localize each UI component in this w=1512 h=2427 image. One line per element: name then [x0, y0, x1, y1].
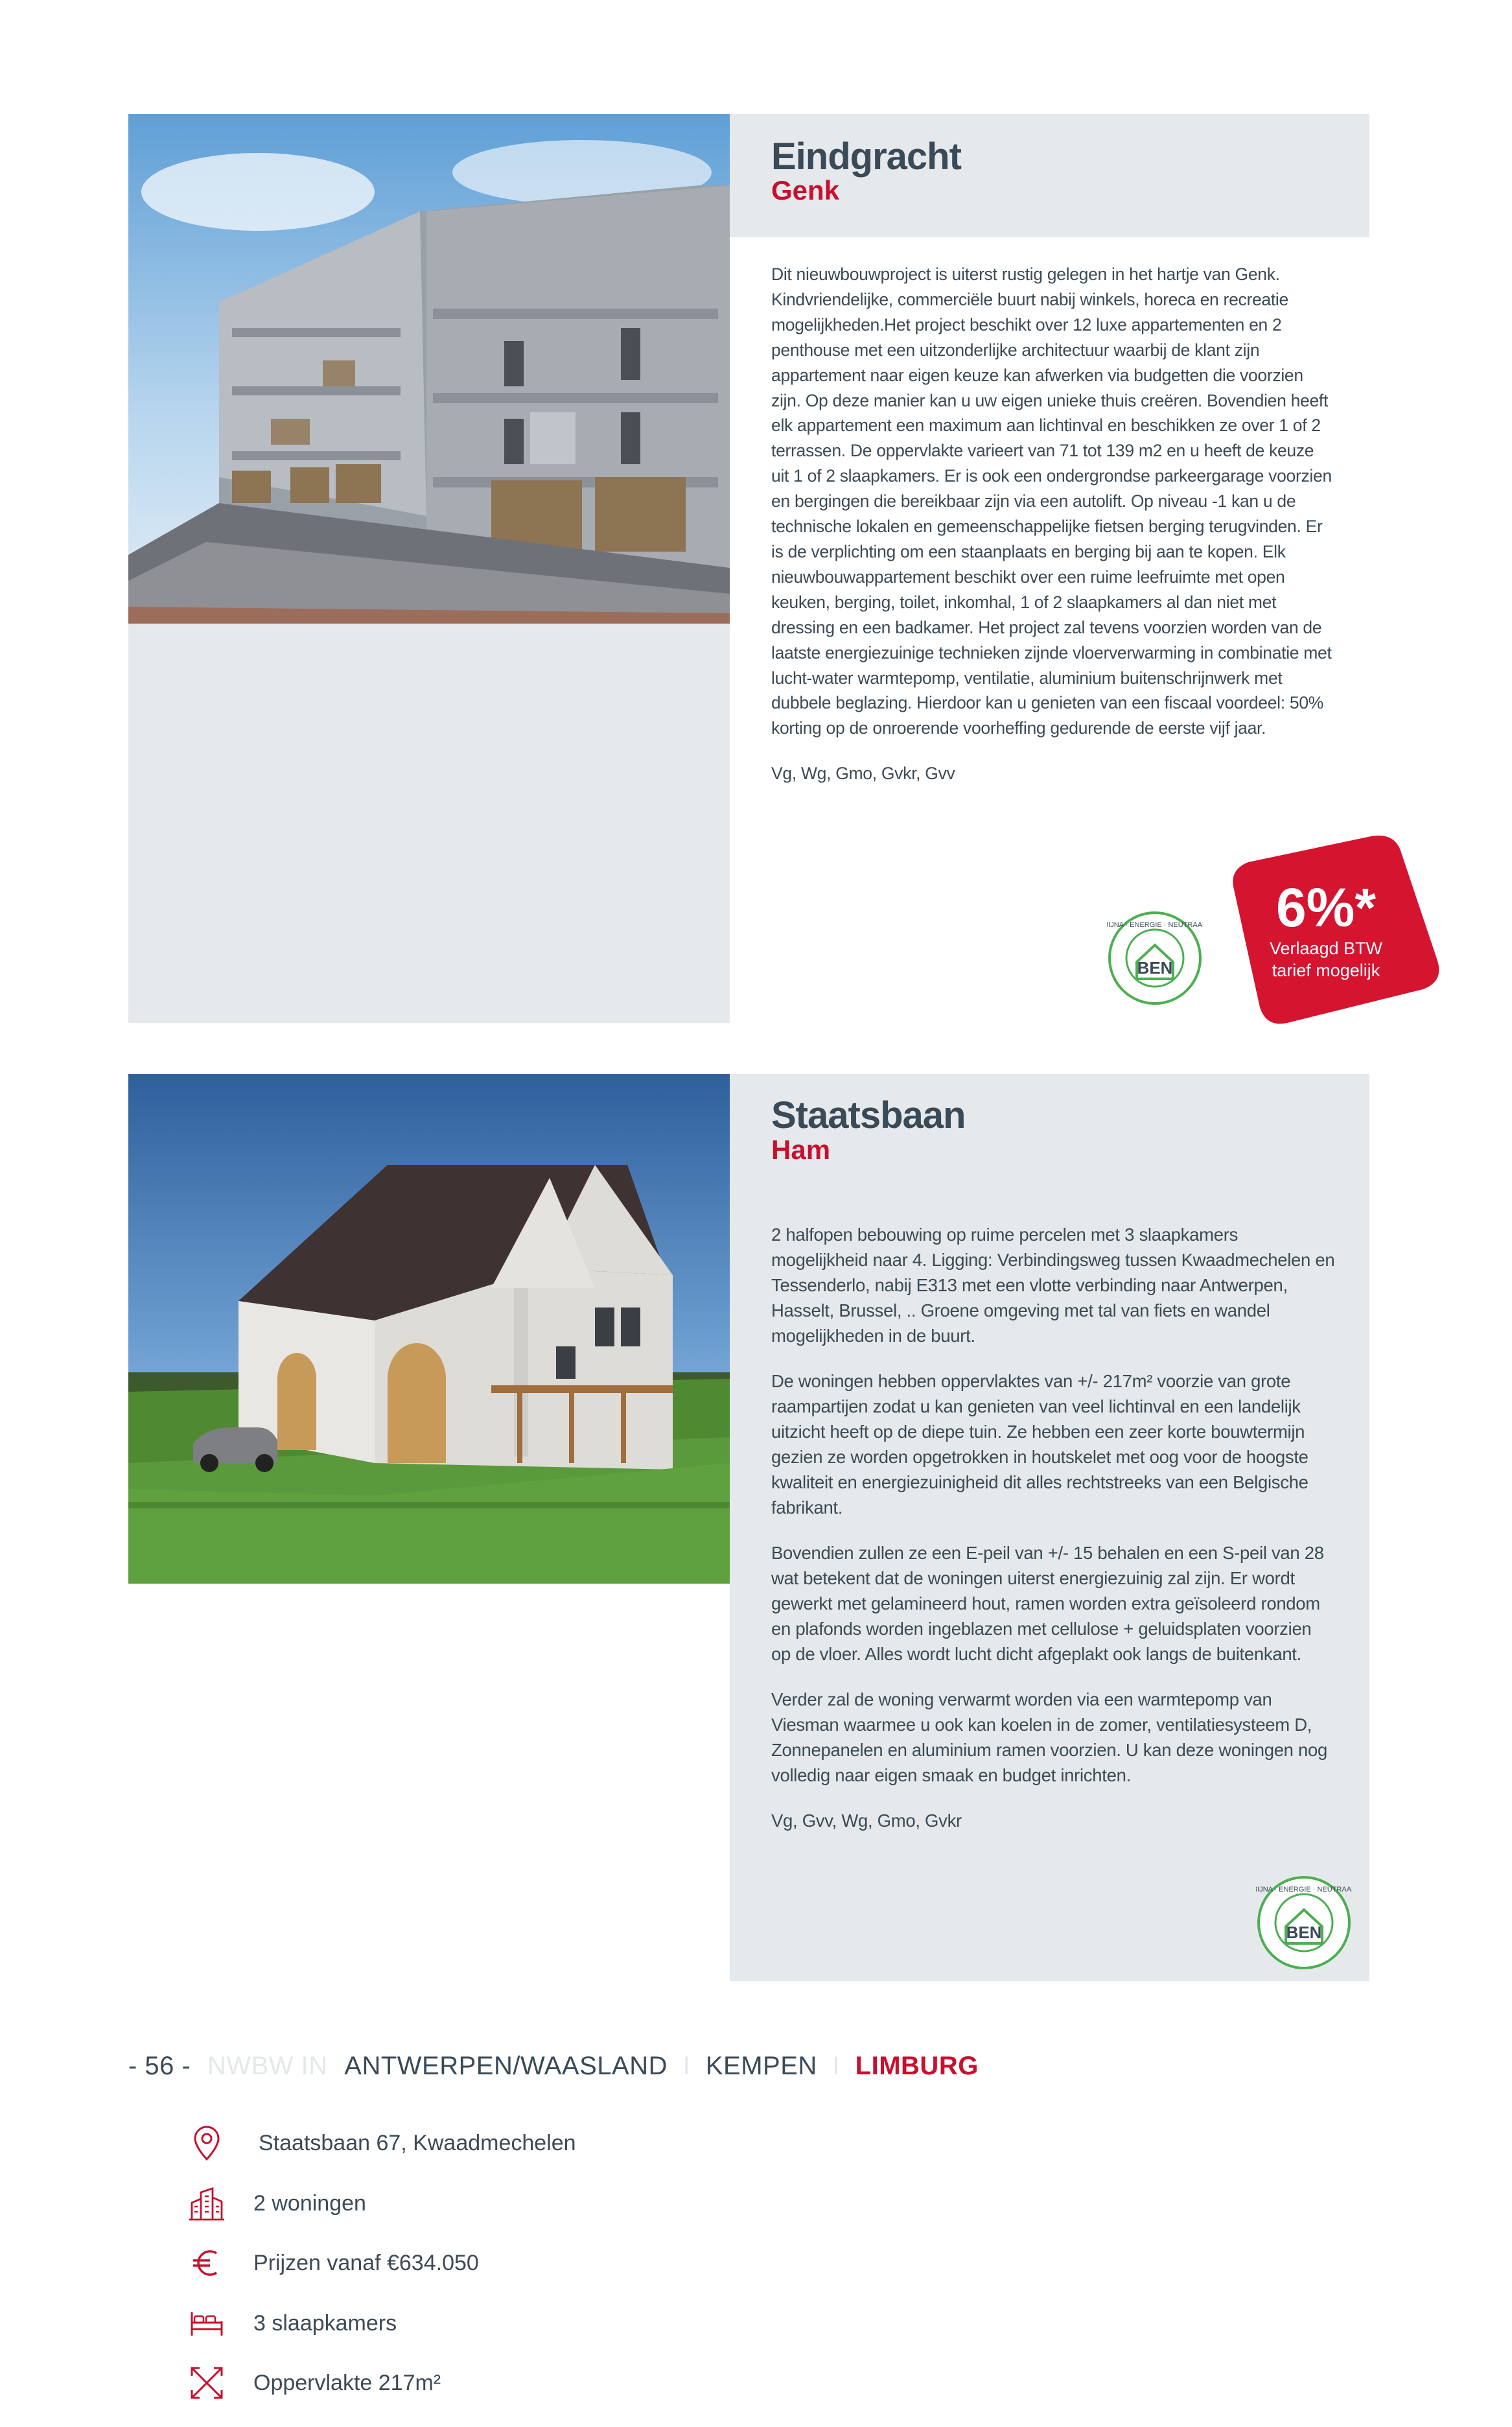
- bed-icon: [187, 2303, 227, 2343]
- vat-badge: [1209, 831, 1443, 1026]
- vat-line-2: tarief mogelijk: [1272, 961, 1380, 980]
- ben-ring-text: BIJNA · ENERGIE · NEUTRAAL: [1107, 921, 1203, 929]
- footer-separator: I: [682, 2052, 691, 2080]
- footer-brand: NWBW IN: [207, 2052, 328, 2080]
- fact-text: 3 slaapkamers: [253, 2310, 397, 2336]
- footer-region-active: LIMBURG: [855, 2052, 979, 2080]
- euro-icon: [187, 2243, 227, 2283]
- ben-text: BEN: [1137, 958, 1173, 978]
- footer-separator: I: [832, 2052, 841, 2080]
- ben-text: BEN: [1286, 1923, 1322, 1942]
- fact-text: Prijzen vanaf €634.050: [253, 2251, 479, 2275]
- amenity-codes: Vg, Wg, Gmo, Gvkr, Gvv: [771, 764, 955, 784]
- project-eindgracht: [128, 114, 1383, 1023]
- vat-percent: 6%*: [1275, 877, 1377, 938]
- building-icon: [187, 2183, 227, 2223]
- description-paragraph: 2 halfopen bebouwing op ruime percelen met 3 slaapkamers mogelijkheid naar 4. Ligging: Verbindingsweg tussen Kwaadmechelen en Tessenderlo, nabij E313 met een vlotte verbinding naar Antwerpen, Hasselt, Brussel, .. Groene omgeving met tal van fiets en wandel mogelijkheden in de buurt.: [771, 1225, 1335, 1346]
- location-pin-icon: [187, 2123, 227, 2163]
- page-number: - 56 -: [128, 2052, 191, 2080]
- fact-text: Staatsbaan 67, Kwaadmechelen: [259, 2131, 576, 2155]
- project-city: Genk: [771, 175, 840, 205]
- project-city: Ham: [771, 1134, 831, 1165]
- fact-text: Oppervlakte 217m²: [253, 2371, 441, 2395]
- project-description: [771, 262, 1335, 806]
- project-title: Eindgracht: [771, 135, 961, 178]
- description-paragraph: Verder zal de woning verwarmt worden via een warmtepomp van Viesman waarmee u ook kan koelen in de zomer, ventilatiesysteem D, Zonnepanelen en aluminium ramen voorzien. U kan deze woningen nog volledig naar eigen smaak en budget inrichten.: [771, 1689, 1328, 1785]
- description-paragraph: Bovendien zullen ze een E-peil van +/- 15 behalen en een S-peil van 28 wat betekent dat de woningen uiterst energiezuinig zal zijn. Er wordt gewerkt met gelamineerd hout, ramen worden extra geïsoleerd rondom en plafonds worden ingeblazen met cellulose + geluidsplaten voorzien op de vloer. Alles wordt lucht dicht afgeplakt ook langs de buitenkant.: [771, 1543, 1324, 1664]
- project-title: Staatsbaan: [771, 1094, 966, 1136]
- project-photo: [128, 1074, 730, 1584]
- description-paragraph: Dit nieuwbouwproject is uiterst rustig gelegen in het hartje van Genk. Kindvriendelijke, commerciële buurt nabij winkels, horeca en recreatie mogelijkheden.Het project beschikt over 12 luxe appartementen en 2 penthouse met een uitzonderlijke architectuur waarbij de klant zijn appartement naar eigen keuze kan afwerken via budgetten die voorzien zijn. Op deze manier kan u uw eigen unieke thuis creëren. Bovendien heeft elk appartement een maximum aan lichtinval en beschikken ze over 1 of 2 terrassen. De oppervlakte varieert van 71 tot 139 m2 en u heeft de keuze uit 1 of 2 slaapkamers. Er is ook een ondergrondse parkeergarage voorzien en bergingen die bereikbaar zijn via een autolift. Op niveau -1 kan u de technische lokalen en gemeenschappelijke fietsen berging terugvinden. Er is de verplichting om een staanplaats en berging bij aan te kopen. Elk nieuwbouwappartement beschikt over een ruime leefruimte met open keuken, berging, toilet, inkomhal, 1 of 2 slaapkamers al dan niet met dressing en een badkamer. Het project zal tevens voorzien worden van de laatste energiezuinige technieken zijnde vloerverwarming in combinatie met lucht-water warmtepomp, ventilatie, aluminium buitenschrijnwerk met dubbele beglazing. Hierdoor kan u genieten van een fiscaal voordeel: 50% korting op de onroerende voorheffing gedurende de eerste vijf jaar.: [771, 264, 1332, 738]
- footer-region: KEMPEN: [705, 2052, 817, 2080]
- ben-badge: [1107, 910, 1203, 1006]
- description-paragraph: De woningen hebben oppervlaktes van +/- 217m² voorzie van grote raampartijen zodat u kan genieten van veel lichtinval en een landelijk uitzicht heeft op de diepe tuin. Ze hebben een zeer korte bouwtermijn gezien ze worden opgetrokken in houtskelet met oog voor de hoogste kwaliteit en energiezuinigheid dit alles rechtstreeks van een Belgische fabrikant.: [771, 1371, 1308, 1518]
- amenity-codes: Vg, Gvv, Wg, Gmo, Gvkr: [771, 1811, 962, 1831]
- expand-arrows-icon: [187, 2363, 227, 2403]
- ben-badge: [1256, 1875, 1352, 1971]
- facts-panel: [128, 624, 730, 1023]
- ben-ring-text: BIJNA · ENERGIE · NEUTRAAL: [1256, 1886, 1352, 1894]
- footer-region: ANTWERPEN/WAASLAND: [344, 2052, 668, 2080]
- fact-text: 2 woningen: [253, 2190, 366, 2216]
- project-photo: [128, 114, 730, 624]
- vat-line-1: Verlaagd BTW: [1269, 939, 1383, 958]
- project-description: [771, 1222, 1335, 1853]
- page-footer: [128, 2052, 979, 2081]
